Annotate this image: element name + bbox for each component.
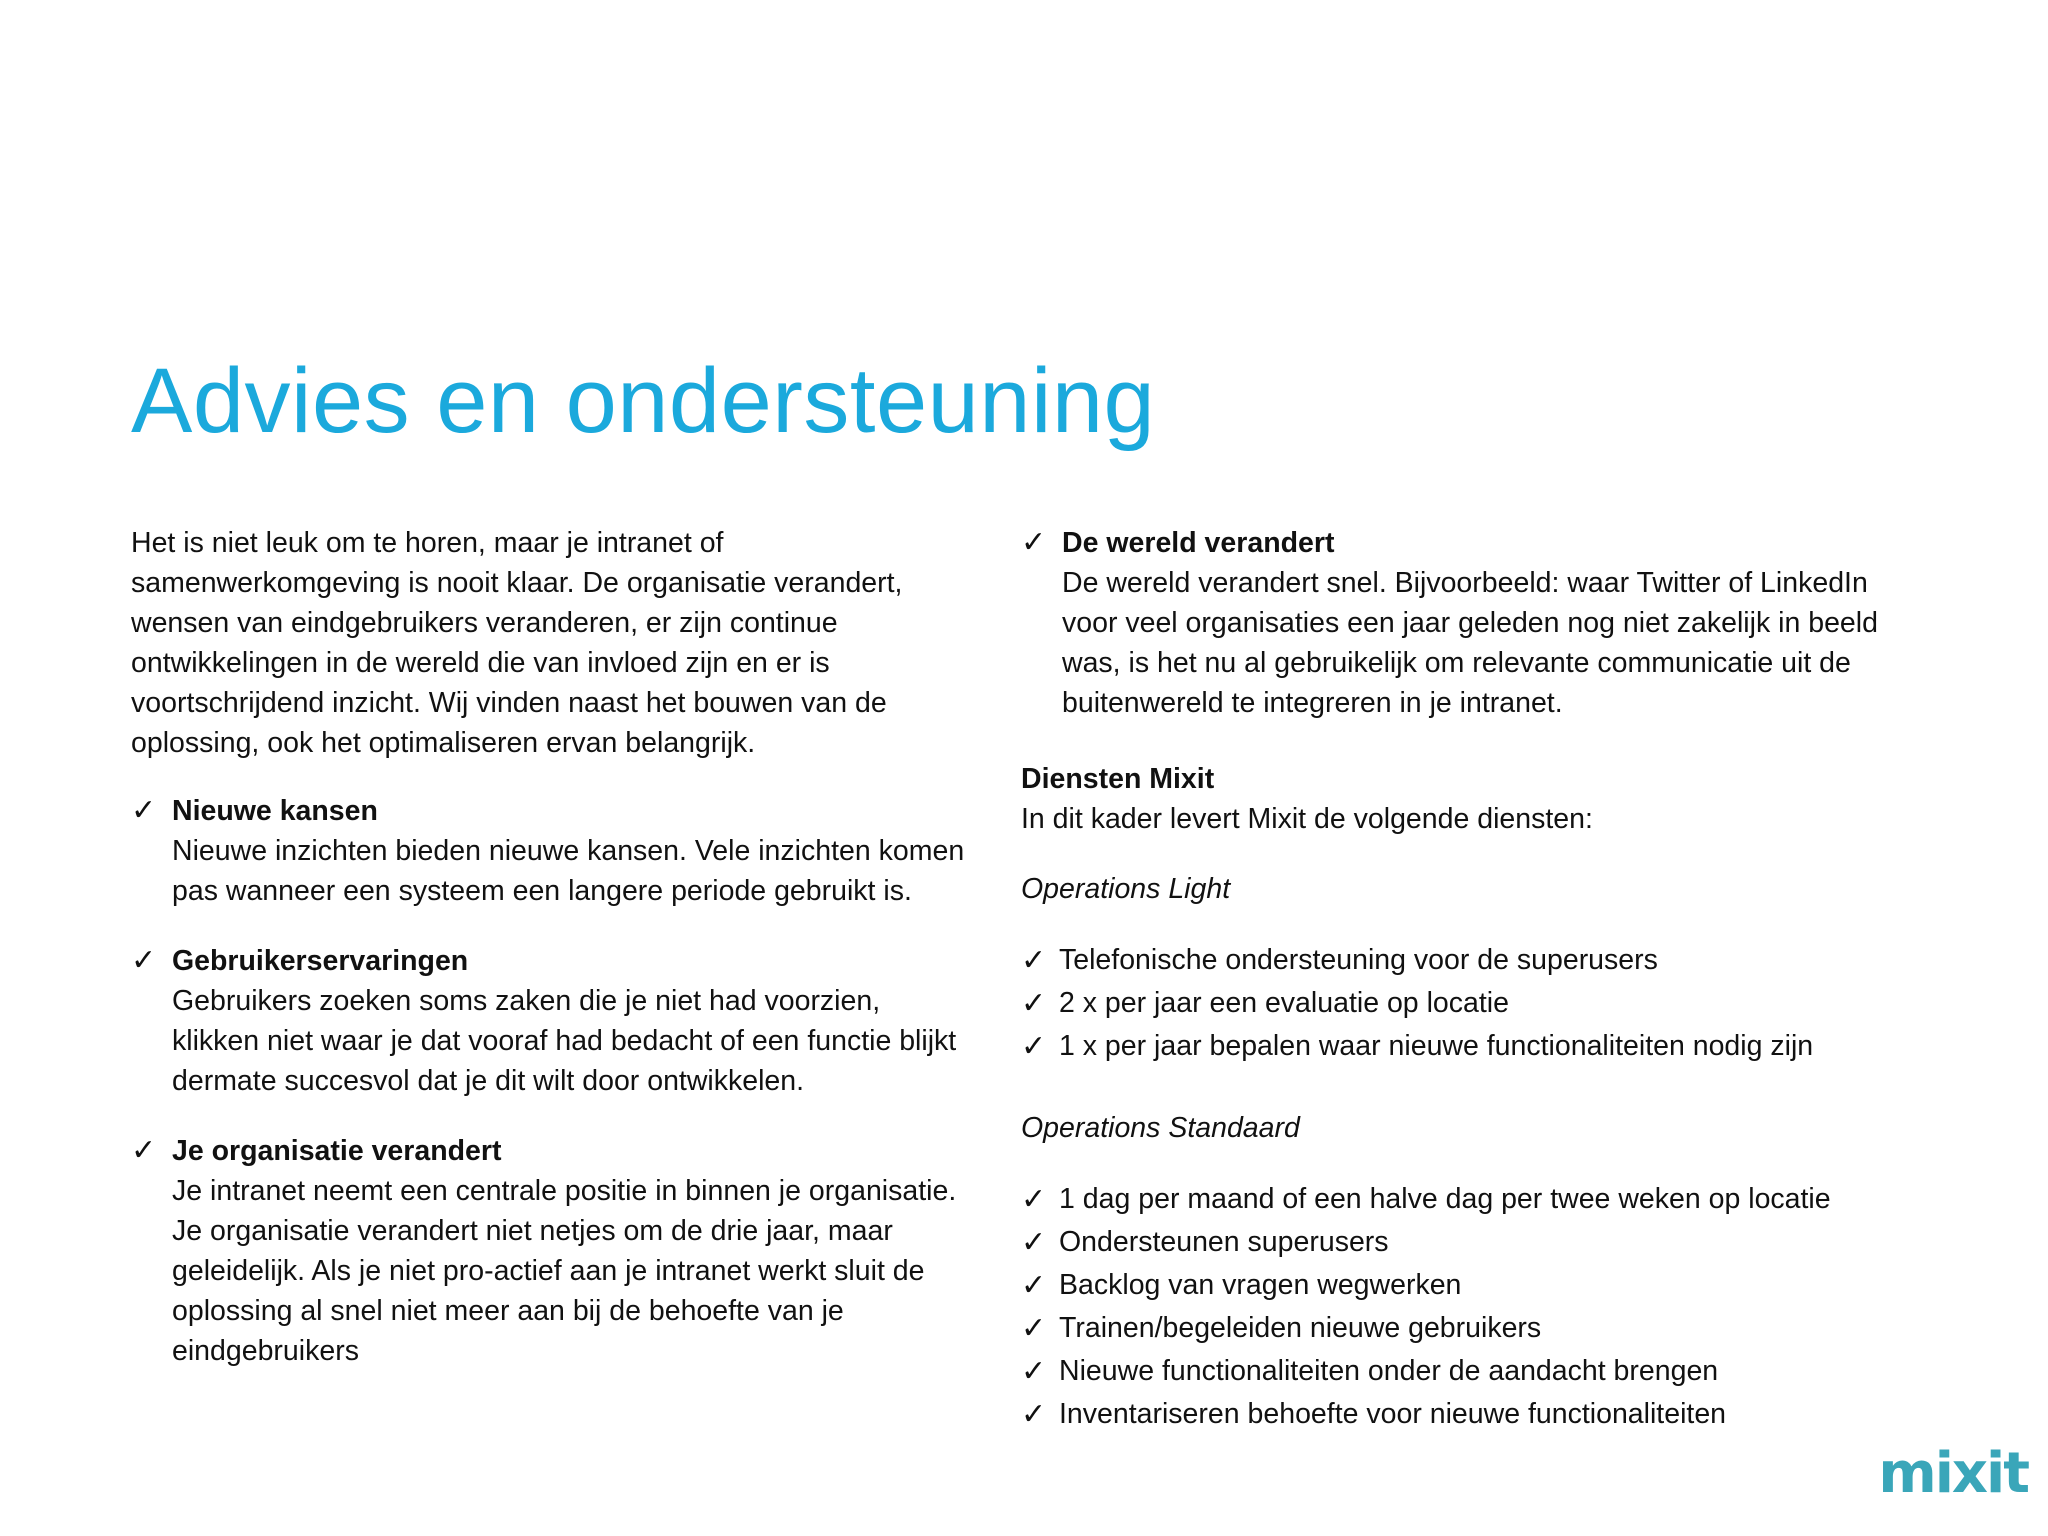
check-icon: ✓ [131,944,157,977]
list-item [1021,1350,1901,1393]
logo-wordmark: mixit [1878,1441,2028,1506]
check-icon: ✓ [131,794,157,827]
left-column [131,523,966,1401]
check-icon: ✓ [1021,1355,1047,1388]
benefit-item [131,791,966,911]
list-item [1021,982,1901,1025]
benefit-item [131,1131,966,1371]
check-icon: ✓ [1021,1398,1047,1431]
list-item [1021,1178,1901,1221]
list-item [1021,1307,1901,1350]
list-item [1021,1393,1901,1436]
list-item-text: Inventariseren behoefte voor nieuwe functionaliteiten [1059,1398,1727,1430]
check-icon: ✓ [1021,1269,1047,1302]
list-item-text: Telefonische ondersteuning voor de superusers [1059,944,1658,976]
list-item-text: Trainen/begeleiden nieuwe gebruikers [1059,1312,1542,1344]
check-icon: ✓ [1021,526,1047,559]
services-intro: In dit kader levert Mixit de volgende diensten: [1021,803,1593,835]
check-icon: ✓ [1021,1183,1047,1216]
list-item-text: Ondersteunen superusers [1059,1226,1389,1258]
benefit-title: De wereld verandert [1062,527,1335,559]
package-name-standard: Operations Standaard [1021,1112,1300,1144]
list-item [1021,1264,1901,1307]
check-icon: ✓ [131,1134,157,1167]
light-service-list [1021,939,1901,1068]
benefit-text: Je intranet neemt een centrale positie in binnen je organisatie. Je organisatie verandert niet netjes om de drie jaar, maar geleidelijk. Als je niet pro-actief aan je intranet werkt sluit de oplossing al snel niet meer aan bij de behoefte van je eindgebruikers [172,1175,957,1367]
list-item [1021,1025,1901,1068]
benefit-text: De wereld verandert snel. Bijvoorbeeld: waar Twitter of LinkedIn voor veel organisaties een jaar geleden nog niet zakelijk in beeld was, is het nu al gebruikelijk om relevante communicatie uit de buitenwereld te integreren in je intranet. [1062,567,1878,719]
check-icon: ✓ [1021,1226,1047,1259]
list-item-text: 1 dag per maand of een halve dag per twee weken op locatie [1059,1183,1831,1215]
check-icon: ✓ [1021,1312,1047,1345]
mixit-logo [1868,1441,2028,1516]
benefit-title: Gebruikerservaringen [172,945,469,977]
page-title: Advies en ondersteuning [131,350,1156,452]
check-icon: ✓ [1021,987,1047,1020]
benefit-title: Je organisatie verandert [172,1135,502,1167]
list-item [1021,1221,1901,1264]
list-item-text: Backlog van vragen wegwerken [1059,1269,1462,1301]
check-icon: ✓ [1021,1030,1047,1063]
list-item-text: 1 x per jaar bepalen waar nieuwe functionaliteiten nodig zijn [1059,1030,1814,1062]
list-item [1021,939,1901,982]
services-title: Diensten Mixit [1021,763,1215,795]
package-name-light: Operations Light [1021,873,1231,905]
benefit-text: Nieuwe inzichten bieden nieuwe kansen. Vele inzichten komen pas wanneer een systeem een langere periode gebruikt is. [172,835,965,907]
benefit-title: Nieuwe kansen [172,795,378,827]
check-icon: ✓ [1021,944,1047,977]
list-item-text: Nieuwe functionaliteiten onder de aandacht brengen [1059,1355,1719,1387]
list-item-text: 2 x per jaar een evaluatie op locatie [1059,987,1509,1019]
benefit-text: Gebruikers zoeken soms zaken die je niet had voorzien, klikken niet waar je dat vooraf had bedacht of een functie blijkt dermate succesvol dat je dit wilt door ontwikkelen. [172,985,957,1097]
benefit-item [1021,523,1901,723]
benefit-item [131,941,966,1101]
intro-paragraph: Het is niet leuk om te horen, maar je intranet of samenwerkomgeving is nooit klaar. De organisatie verandert, wensen van eindgebruikers veranderen, er zijn continue ontwikkelingen in de wereld die van invloed zijn en er is voortschrijdend inzicht. Wij vinden naast het bouwen van de oplossing, ook het optimaliseren ervan belangrijk. [131,527,903,759]
right-column [1021,523,1901,1436]
standard-service-list [1021,1178,1901,1436]
